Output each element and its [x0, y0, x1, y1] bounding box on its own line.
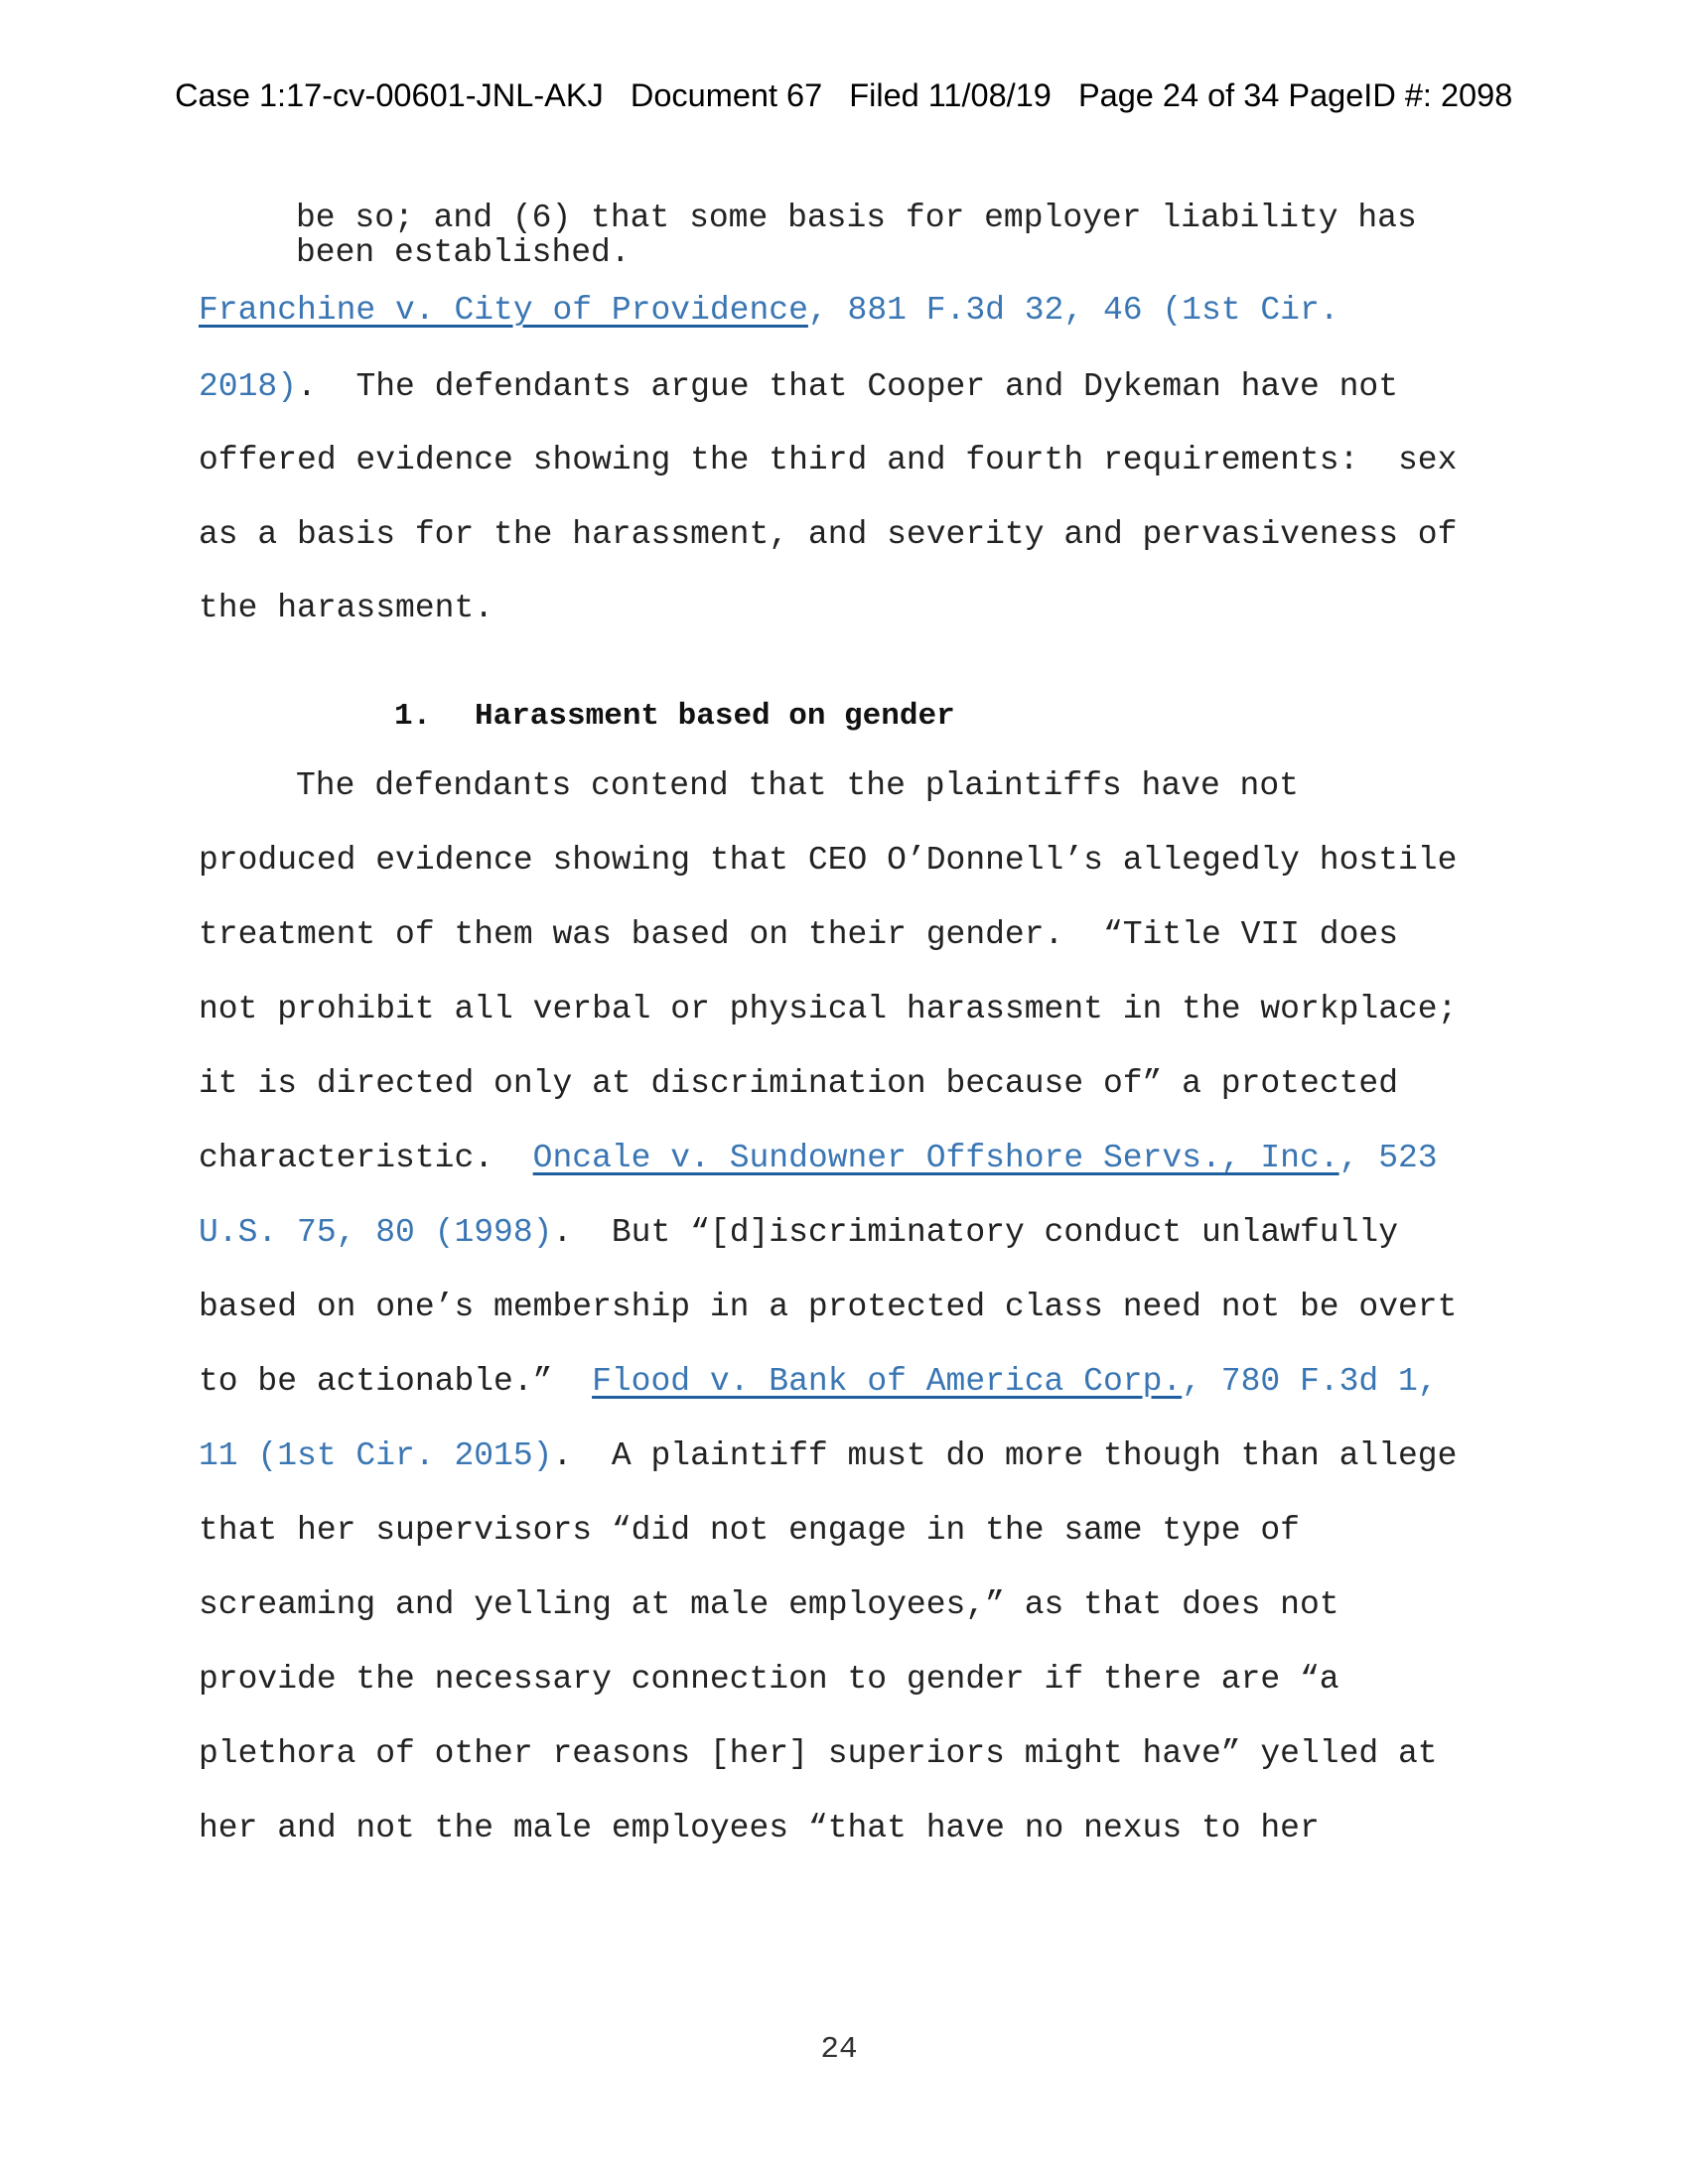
citation-link-flood[interactable]: Flood v. Bank of America Corp.	[592, 1363, 1183, 1400]
body-line: produced evidence showing that CEO O’Donnell’s allegedly hostile	[199, 842, 1458, 879]
block-quote-line: be so; and (6) that some basis for employer liability has	[296, 200, 1417, 236]
body-line	[199, 1436, 1457, 1476]
body-line	[199, 1362, 1438, 1402]
body-line: The defendants contend that the plaintiffs have not	[296, 767, 1299, 804]
body-line	[199, 367, 1398, 407]
page-number	[0, 2030, 1688, 2070]
body-line: not prohibit all verbal or physical harassment in the workplace;	[199, 991, 1458, 1027]
body-text: to be actionable.”	[199, 1363, 593, 1400]
citation-link-oncale[interactable]: Oncale v. Sundowner Offshore Servs., Inc.	[532, 1140, 1339, 1176]
body-text: . The defendants argue that Cooper and Dykeman have not	[297, 368, 1399, 405]
body-line: that her supervisors “did not engage in the same type of	[199, 1512, 1300, 1549]
section-number: 1.	[394, 699, 432, 734]
body-line: based on one’s membership in a protected class need not be overt	[199, 1289, 1458, 1325]
citation-link-franchine[interactable]: Franchine v. City of Providence	[199, 292, 808, 329]
citation-reporter[interactable]: 11 (1st Cir. 2015)	[199, 1437, 553, 1474]
citation-reporter[interactable]: , 780 F.3d 1,	[1182, 1363, 1438, 1400]
citation-line	[199, 291, 1339, 331]
case-number: Case 1:17-cv-00601-JNL-AKJ	[175, 77, 604, 113]
citation-reporter[interactable]: U.S. 75, 80 (1998)	[199, 1214, 553, 1251]
section-title: Harassment based on gender	[475, 699, 955, 734]
ecf-header	[157, 36, 1512, 115]
body-line: screaming and yelling at male employees,” as that does not	[199, 1586, 1339, 1623]
body-line: as a basis for the harassment, and severity and pervasiveness of	[199, 516, 1458, 553]
citation-reporter[interactable]: , 523	[1338, 1140, 1438, 1176]
block-quote-line: been established.	[296, 234, 631, 271]
body-text: . But “[d]iscriminatory conduct unlawfully	[552, 1214, 1399, 1251]
body-line: provide the necessary connection to gender if there are “a	[199, 1661, 1339, 1698]
page-count: Page 24 of 34	[1077, 77, 1280, 113]
page-number-text: 24	[820, 2032, 858, 2067]
citation-year[interactable]: 2018)	[199, 368, 298, 405]
page-id: PageID #: 2098	[1288, 77, 1513, 113]
citation-reporter[interactable]: , 881 F.3d 32, 46 (1st Cir.	[807, 292, 1339, 329]
body-line	[199, 1139, 1438, 1178]
filed-date: Filed 11/08/19	[849, 77, 1052, 113]
body-line: her and not the male employees “that have no nexus to her	[199, 1810, 1320, 1846]
body-line	[199, 1213, 1398, 1253]
body-line: plethora of other reasons [her] superiors might have” yelled at	[199, 1735, 1438, 1772]
body-line: treatment of them was based on their gender. “Title VII does	[199, 916, 1398, 953]
body-line: offered evidence showing the third and fourth requirements: sex	[199, 442, 1458, 478]
body-line: the harassment.	[199, 590, 494, 626]
body-text: characteristic.	[199, 1140, 533, 1176]
document-number: Document 67	[630, 77, 823, 113]
body-line: it is directed only at discrimination because of” a protected	[199, 1065, 1398, 1102]
body-text: . A plaintiff must do more though than allege	[552, 1437, 1458, 1474]
